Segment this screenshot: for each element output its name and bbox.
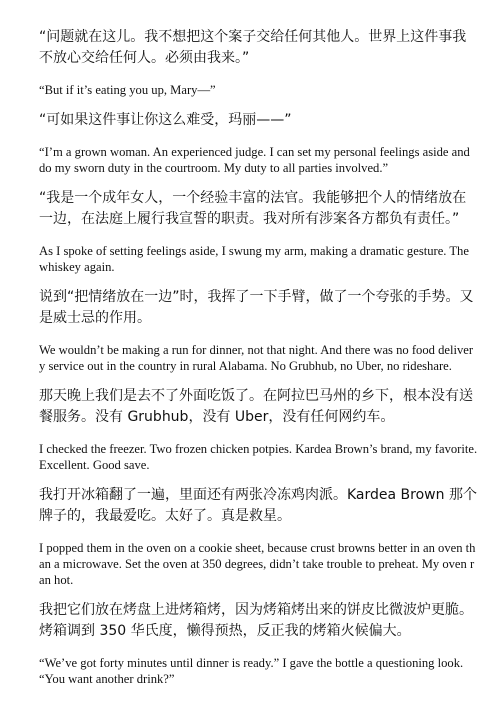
paragraph-zh-6: 我打开冰箱翻了一遍，里面还有两张冷冻鸡肉派。Kardea Brown 那个牌子的，我最爱吃。太好了。真是救星。 (39, 487, 477, 524)
paragraph-zh-7: 我把它们放在烤盘上进烤箱烤，因为烤箱烤出来的饼皮比微波炉更脆。烤箱调到 350 华氏度，懒得预热，反正我的烤箱火候偏大。 (39, 602, 473, 639)
paragraph-en-6: I popped them in the oven on a cookie sheet, because crust browns better in an oven than a microwave. Set the oven at 350 degrees, didn’t take trouble to preheat. My oven ran hot. (39, 541, 476, 587)
paragraph-zh-3: “我是一个成年女人，一个经验丰富的法官。我能够把个人的情绪放在一边，在法庭上履行我宣誓的职责。我对所有涉案各方都负有责任。” (39, 190, 467, 227)
document-page (39, 27, 479, 699)
paragraph-en-3: As I spoke of setting feelings aside, I swung my arm, making a dramatic gesture. The whiskey again. (39, 244, 469, 274)
paragraph-en-2: “I’m a grown woman. An experienced judge. I can set my personal feelings aside and do my sworn duty in the courtroom. My duty to all parties involved.” (39, 145, 470, 175)
paragraph-en-1: “But if it’s eating you up, Mary—” (39, 83, 216, 97)
paragraph-zh-2: “可如果这件事让你这么难受，玛丽——” (39, 112, 292, 128)
paragraph-en-4: We wouldn’t be making a run for dinner, not that night. And there was no food delivery service out in the country in rural Alabama. No Grubhub, no Uber, no rideshare. (39, 343, 474, 373)
paragraph-en-5: I checked the freezer. Two frozen chicken potpies. Kardea Brown’s brand, my favorite. Excellent. Good save. (39, 442, 478, 472)
paragraph-zh-5: 那天晚上我们是去不了外面吃饭了。在阿拉巴马州的乡下，根本没有送餐服务。没有 Grubhub，没有 Uber，没有任何网约车。 (39, 388, 473, 425)
paragraph-en-7: “We’ve got forty minutes until dinner is ready.” I gave the bottle a questioning look. “You want another drink?” (39, 656, 464, 686)
paragraph-zh-4: 说到“把情绪放在一边”时，我挥了一下手臂，做了一个夸张的手势。又是威士忌的作用。 (39, 289, 474, 326)
paragraph-zh-1: “问题就在这儿。我不想把这个案子交给任何其他人。世界上这件事我不放心交给任何人。必须由我来。” (39, 29, 467, 66)
